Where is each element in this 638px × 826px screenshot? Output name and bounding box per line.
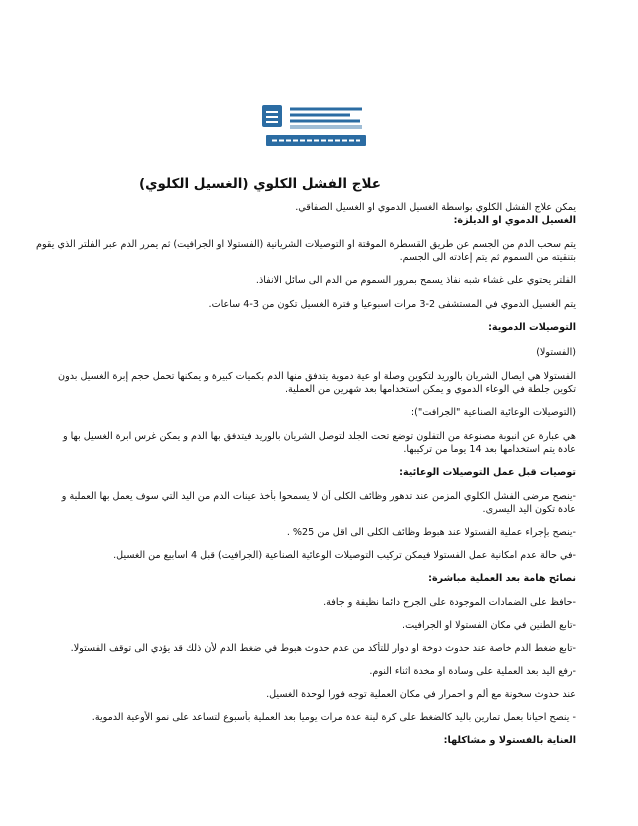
section-heading: توصيات قبل عمل التوصيلات الوعائية: (399, 467, 576, 478)
text-line: تكوين جلطة في الوعاء الدموي و يمكن استخدامها بعد شهرين من العملية. (284, 384, 576, 395)
text-line: عند حدوث سخونة مع ألم و احمرار في مكان العملية توجه فورا لوحدة الغسيل. (266, 689, 576, 700)
text-line: يمكن علاج الفشل الكلوي بواسطة الغسيل الدموي او الغسيل الصفاقي. (295, 202, 576, 213)
section-heading: الغسيل الدموي او الديلزة: (453, 215, 576, 226)
text-line: الفلتر يحتوي على غشاء شبه نفاذ يسمح بمرور السموم من الدم الى سائل الانفاذ. (255, 275, 576, 286)
university-logo (260, 103, 372, 153)
page-title: علاج الفشل الكلوي (الغسيل الكلوي) (139, 176, 381, 192)
text-line: -حافظ على الضمادات الموجودة على الجرح دائما نظيفة و جافة. (323, 597, 576, 608)
text-line: -في حالة عدم امكانية عمل الفستولا فيمكن تركيب التوصيلات الوعائية الصناعية (الجرافيت) قبل 4 اسابيع من الغسيل. (113, 550, 576, 561)
text-line: -تابع الطنين في مكان الفستولا او الجرافيت. (402, 620, 576, 631)
text-line: -تابع ضغط الدم خاصة عند حدوث دوخة او دوار للتأكد من عدم حدوث هبوط في ضغط الدم لأن ذلك قد يؤدي الى توقف الفستولا. (70, 643, 576, 654)
text-line: -ينصح مرضى الفشل الكلوي المزمن عند تدهور وظائف الكلى أن لا يسمحوا بأخذ عينات الدم من اليد التي سوف يعمل بها العملية و (61, 491, 576, 502)
text-line: عادة يتم استخدامها بعد 14 يوما من تركيبها. (403, 444, 576, 455)
text-line: يتم الغسيل الدموي في المستشفى 2-3 مرات اسبوعيا و فترة الغسيل تكون من 3-4 ساعات. (208, 299, 576, 310)
section-heading: نصائح هامة بعد العملية مباشرة: (428, 573, 576, 584)
text-line: -رفع اليد بعد العملية على وسادة او مخدة اثناء النوم. (369, 666, 576, 677)
text-line: هي عبارة عن انبوبة مصنوعة من التفلون توضع تحت الجلد لتوصل الشريان بالوريد فيتدفق بها الدم و يمكن غرس ابرة الغسيل بها و (62, 431, 576, 442)
text-line: الفستولا هي ايصال الشريان بالوريد لتكوين وصلة او عية دموية يتدفق منها الدم بكميات كبيرة و يمكنها تحمل حجم إبرة الغسيل بدون (58, 371, 576, 382)
text-line: (التوصيلات الوعائية الصناعية "الجرافت"): (410, 407, 576, 418)
text-line: يتم سحب الدم من الجسم عن طريق القسطرة الموقتة او التوصيلات الشريانية (الفستولا او الجرافيت) ثم يمرر الدم عبر الفلتر الذي يقوم (36, 239, 576, 250)
text-line: (الفستولا) (536, 347, 576, 358)
section-heading: التوصيلات الدموية: (488, 322, 576, 333)
text-line: -ينصح بإجراء عملية الفستولا عند هبوط وظائف الكلى الى اقل من 25% . (286, 527, 576, 538)
section-heading: العناية بالفستولا و مشاكلها: (443, 735, 576, 746)
text-line: عادة تكون اليد اليسرى. (482, 504, 576, 515)
text-line: - ينصح احيانا بعمل تمارين باليد كالضغط على كرة لينة عدة مرات يوميا بعد العملية بأسبوع لتساعد على نمو الأوعية الدموية. (91, 712, 576, 723)
text-line: بتنقيته من السموم ثم يتم إعادته الى الجسم. (399, 252, 576, 263)
